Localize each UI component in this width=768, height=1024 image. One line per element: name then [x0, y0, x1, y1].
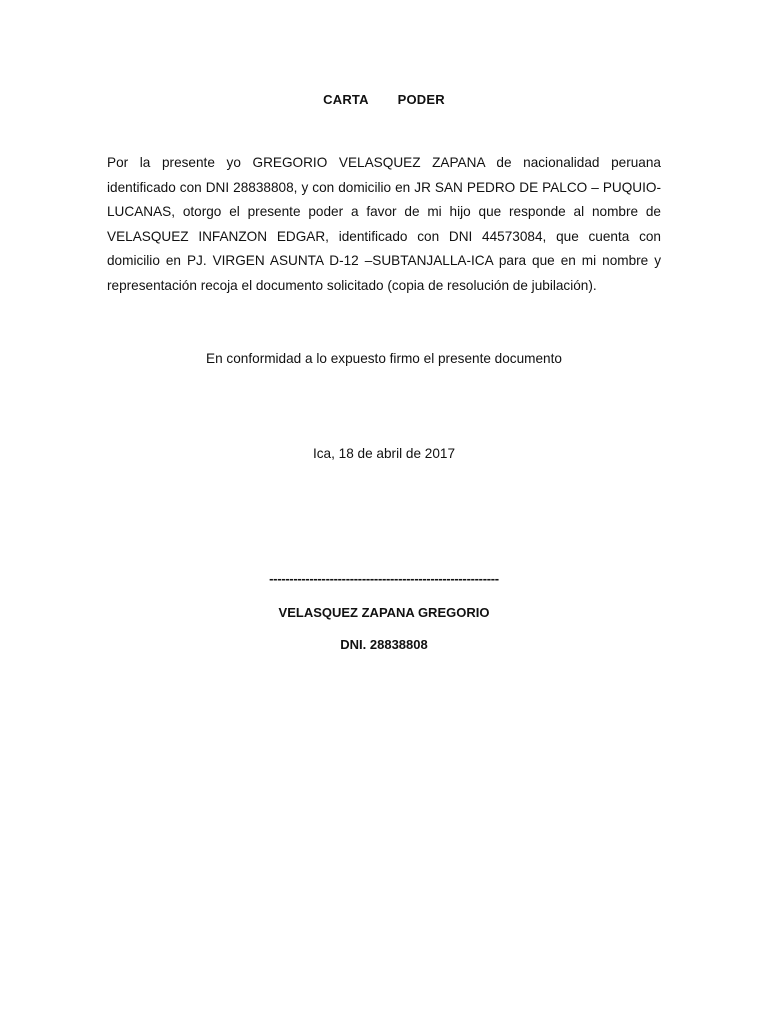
closing-statement: En conformidad a lo expuesto firmo el presente documento	[206, 351, 562, 366]
signer-dni: DNI. 28838808	[340, 637, 428, 652]
document-date: Ica, 18 de abril de 2017	[312, 446, 456, 461]
body-paragraph: Por la presente yo GREGORIO VELASQUEZ ZAPANA de nacionalidad peruana identificado con DNI 28838808, y con domicilio en JR SAN PEDRO DE PALCO – PUQUIO-LUCANAS, otorgo el presente poder a favor de mi hijo que responde al nombre de VELASQUEZ INFANZON EDGAR, identificado con DNI 44573084, que cuenta con domicilio en PJ. VIRGEN ASUNTA D-12 –SUBTANJALLA-ICA para que en mi nombre y representación recoja el documento solicitado (copia de resolución de jubilación).	[107, 155, 661, 293]
document-title: CARTA PODER	[323, 92, 445, 107]
signature-line: ---------------------------------------------------------	[269, 571, 499, 586]
signer-name: VELASQUEZ ZAPANA GREGORIO	[278, 605, 490, 620]
